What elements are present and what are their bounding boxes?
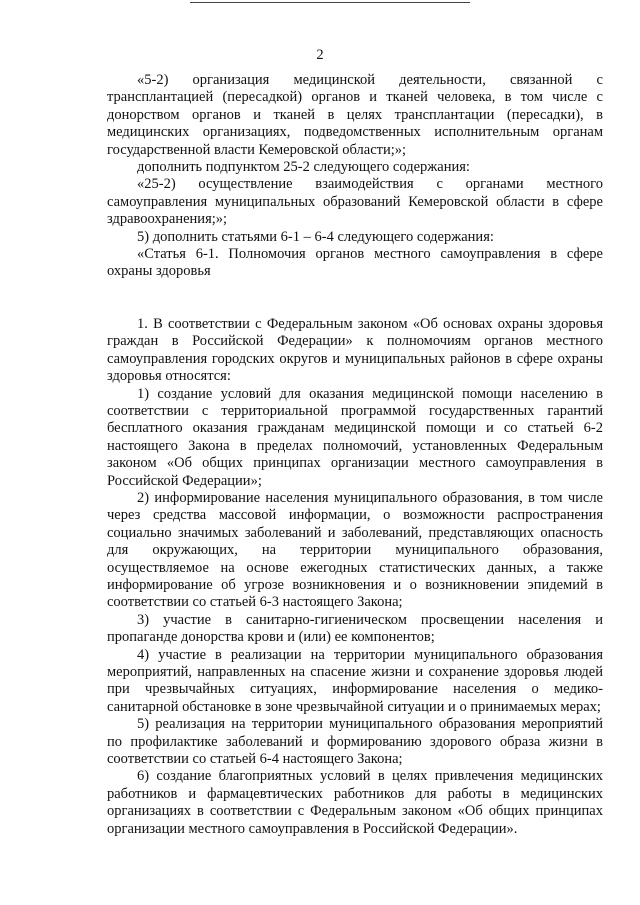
paragraph-point-2: 2) информирование населения муниципального образования, в том числе через средства массовой информации, о возможности распространения социально значимых заболеваний и заболеваний, представляющих опасность для окружающих, на территории муниципального образования, осуществляемое на основе ежегодных статистических данных, а также информирование об угрозе возникновения и о возникновении эпидемий в соответствии со статьей 6-3 настоящего Закона; (107, 489, 603, 611)
page-number: 2 (316, 47, 324, 63)
paragraph-point-5: 5) реализация на территории муниципального образования мероприятий по профилактике заболеваний и формированию здорового образа жизни в соответствии со статьей 6-4 настоящего Закона; (107, 716, 603, 768)
top-rule (190, 2, 470, 3)
paragraph-item-25-2: «25-2) осуществление взаимодействия с органами местного самоуправления муниципальных образований Кемеровской области в сфере здравоохранения;»; (107, 176, 603, 228)
paragraph-item-5-2: «5-2) организация медицинской деятельности, связанной с трансплантацией (пересадкой) органов и тканей человека, в том числе с донорством органов и тканей в целях трансплантации (пересадки), в медицинских организациях, подведомственных исполнительным органам государственной власти Кемеровской области;»; (107, 72, 603, 158)
paragraph-point-4: 4) участие в реализации на территории муниципального образования мероприятий, направленных на спасение жизни и сохранение здоровья людей при чрезвычайных ситуациях, информирование населения о медико-санитарной обстановке в зоне чрезвычайной ситуации и о принимаемых мерах; (107, 646, 603, 715)
paragraph-add-subitem-25-2: дополнить подпунктом 25-2 следующего содержания: (137, 159, 470, 176)
paragraph-point-1: 1) создание условий для оказания медицинской помощи населению в соответствии с территориальной программой государственных гарантий бесплатного оказания гражданам медицинской помощи и со статьей 6-2 настоящего Закона в пределах полномочий, установленных Федеральным законом «Об общих принципах организации местного самоуправления в Российской Федерации»; (107, 385, 603, 489)
paragraph-point-6: 6) создание благоприятных условий в целях привлечения медицинских работников и фармацевтических работников для работы в медицинских организациях в соответствии с Федеральным законом «Об общих принципах организации местного самоуправления в Российской Федерации». (107, 768, 603, 837)
paragraph-point-3: 3) участие в санитарно-гигиеническом просвещении населения и пропаганде донорства крови и (или) ее компонентов; (107, 611, 603, 646)
document-body (107, 72, 603, 838)
article-title-6-1: «Статья 6-1. Полномочия органов местного самоуправления в сфере охраны здоровья (107, 246, 603, 280)
paragraph-add-articles: 5) дополнить статьями 6-1 – 6-4 следующего содержания: (137, 228, 494, 245)
paragraph-part-1: 1. В соответствии с Федеральным законом «Об основах охраны здоровья граждан в Российской Федерации» к полномочиям органов местного самоуправления городских округов и муниципальных районов в сфере охраны здоровья относятся: (107, 315, 603, 385)
